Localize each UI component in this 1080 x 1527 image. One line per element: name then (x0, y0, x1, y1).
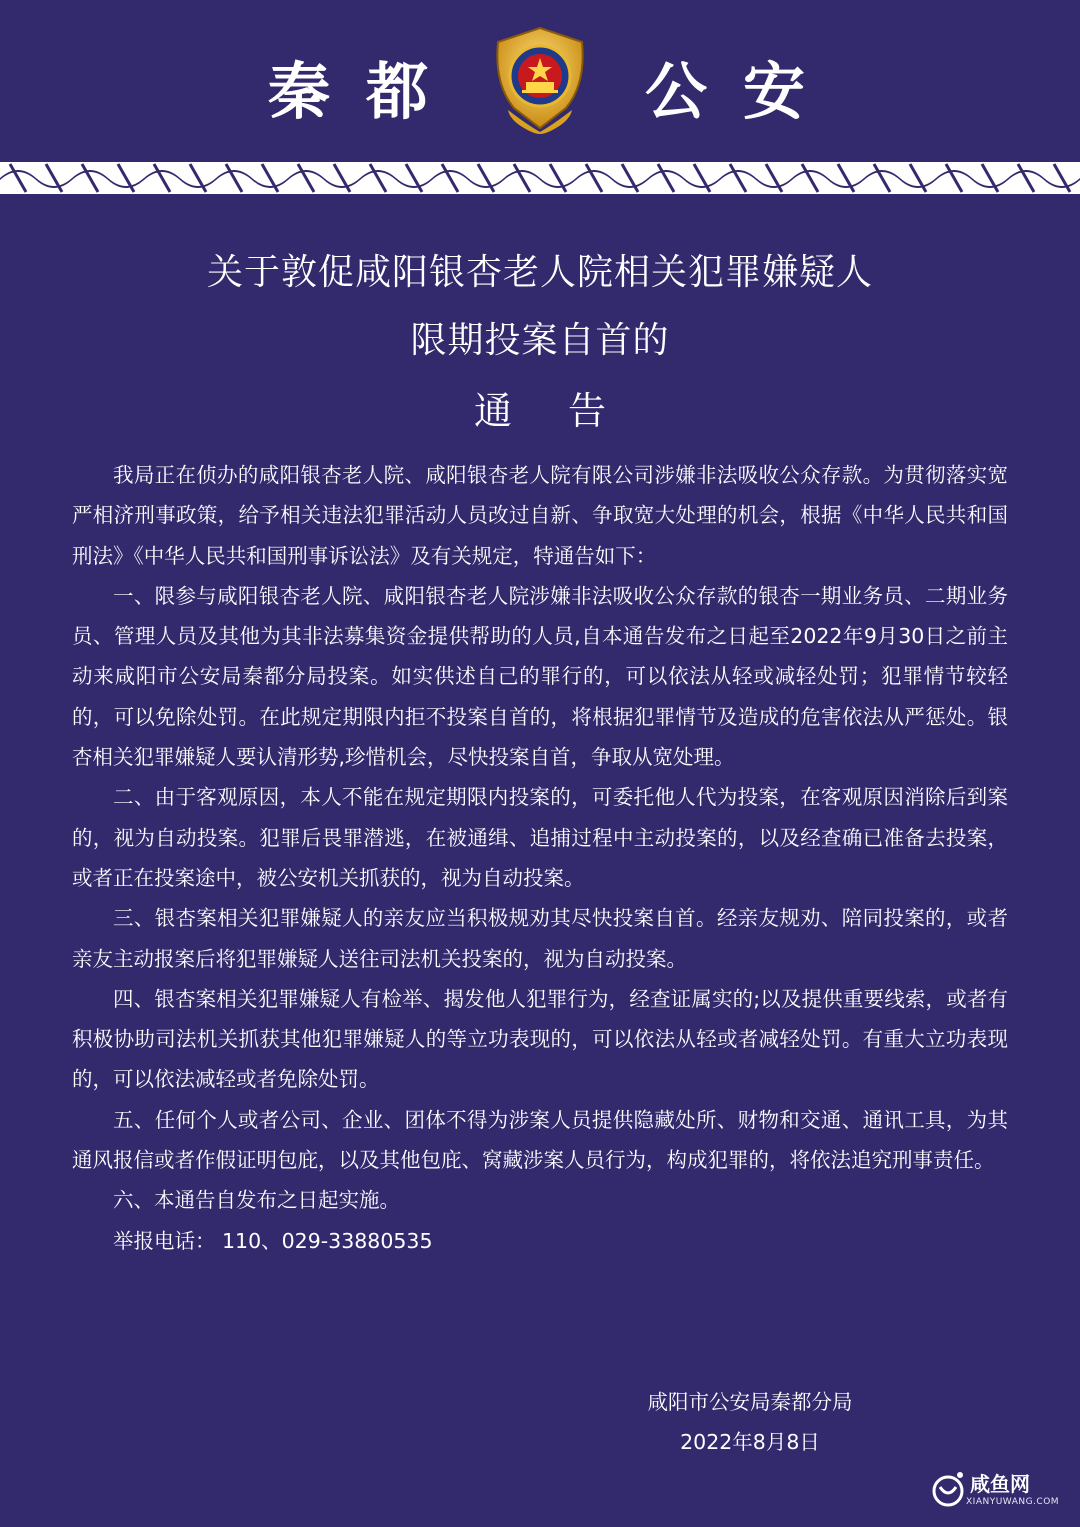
paragraph-6: 六、本通告自发布之日起实施。 (113, 1188, 400, 1213)
notice-title-line1: 关于敦促咸阳银杏老人院相关犯罪嫌疑人 (206, 252, 873, 293)
paragraph-2: 二、由于客观原因，本人不能在规定期限内投案的，可委托他人代为投案，在客观原因消除后到案的，视为自动投案。犯罪后畏罪潜逃，在被通缉、追捕过程中主动投案的，以及经查确已准备去投案，或者正在投案途中，被公安机关抓获的，视为自动投案。 (72, 785, 1008, 890)
paragraph-3: 三、银杏案相关犯罪嫌疑人的亲友应当积极规劝其尽快投案自首。经亲友规劝、陪同投案的，或者亲友主动报案后将犯罪嫌疑人送往司法机关投案的，视为自动投案。 (72, 906, 1008, 971)
paragraph-4: 四、银杏案相关犯罪嫌疑人有检举、揭发他人犯罪行为，经查证属实的;以及提供重要线索，或者有积极协助司法机关抓获其他犯罪嫌疑人的等立功表现的，可以依法从轻或者减轻处罚。有重大立功表现的，可以依法减轻或者免除处罚。 (72, 986, 1008, 1092)
watermark-url: XIANYUWANG.COM (966, 1497, 1060, 1507)
paragraph-intro: 我局正在侦办的咸阳银杏老人院、咸阳银杏老人院有限公司涉嫌非法吸收公众存款。为贯彻落实宽严相济刑事政策，给予相关违法犯罪活动人员改过自新、争取宽大处理的机会，根据《中华人民共和国刑法》《中华人民共和国刑事诉讼法》及有关规定，特通告如下： (72, 463, 1008, 568)
paragraph-1: 一、限参与咸阳银杏老人院、咸阳银杏老人院涉嫌非法吸收公众存款的银杏一期业务员、二期业务员、管理人员及其他为其非法募集资金提供帮助的人员,自本通告发布之日起至2022年9月30日之前主动来咸阳市公安局秦都分局投案。如实供述自己的罪行的，可以依法从轻或减轻处罚；犯罪情节较轻的，可以免除处罚。在此规定期限内拒不投案自首的，将根据犯罪情节及造成的危害依法从严惩处。银杏相关犯罪嫌疑人要认清形势,珍惜机会，尽快投案自首，争取从宽处理。 (72, 583, 1008, 770)
paragraph-5: 五、任何个人或者公司、企业、团体不得为涉案人员提供隐藏处所、财物和交通、通讯工具，为其通风报信或者作假证明包庇，以及其他包庇、窝藏涉案人员行为，构成犯罪的，将依法追究刑事责任。 (72, 1107, 1008, 1173)
header-left-text: 秦都 (268, 55, 465, 128)
notice-body (72, 455, 1008, 1261)
header-banner (0, 0, 1080, 158)
report-phone: 举报电话： 110、029-33880535 (113, 1228, 433, 1253)
police-emblem-icon (486, 24, 594, 136)
issue-date: 2022年8月8日 (680, 1430, 820, 1454)
header-right-text: 公安 (645, 55, 842, 128)
decorative-wave-divider (0, 158, 1080, 198)
issuer-name: 咸阳市公安局秦都分局 (647, 1390, 853, 1414)
notice-title-line2: 限期投案自首的 (410, 320, 670, 361)
watermark-name: 咸鱼网 (970, 1472, 1030, 1496)
notice-title-line3: 通告 (473, 389, 662, 433)
